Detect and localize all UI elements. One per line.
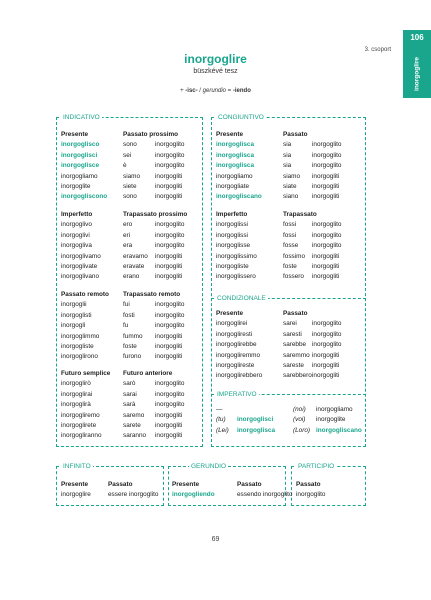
participle: inorgoglito	[312, 242, 342, 250]
condizionale-box	[211, 295, 366, 302]
tense-title: Imperfetto	[61, 211, 93, 218]
tab-number: 106	[410, 33, 424, 42]
verb-form: inorgoglirebbero	[216, 372, 263, 380]
tense-title: Presente	[61, 131, 88, 138]
tense-title: Trapassato remoto	[123, 291, 181, 298]
participle: inorgogliti	[312, 172, 340, 180]
imperativo-form: inorgogliamo	[316, 406, 353, 413]
imperativo-pronoun: (tu)	[216, 416, 226, 424]
verb-form: inorgoglivano	[61, 273, 100, 281]
auxiliary: sono	[123, 193, 137, 201]
tense-title: Passato	[283, 310, 308, 317]
auxiliary: è	[123, 162, 127, 170]
auxiliary: sei	[123, 151, 132, 159]
participle: inorgoglito	[312, 162, 342, 170]
verb-form: inorgoglissi	[216, 221, 248, 229]
participle: inorgoglito	[155, 322, 185, 330]
tense-title: Passato	[283, 131, 308, 138]
auxiliary: siete	[123, 182, 137, 190]
verb-form: inorgoglirebbe	[216, 341, 257, 349]
auxiliary: fossi	[283, 221, 297, 229]
verb-form: inorgogliscano	[216, 193, 262, 201]
verb-form: inorgoglivate	[61, 262, 98, 270]
auxiliary: saremmo	[283, 351, 310, 359]
participle: inorgogliti	[155, 411, 183, 419]
imperativo-form: inorgogliscano	[316, 426, 362, 434]
auxiliary: fossero	[283, 273, 304, 281]
verb-form: inorgogliva	[61, 242, 92, 250]
tense-title: Passato remoto	[61, 291, 109, 298]
verb-form: inorgogliremmo	[216, 351, 261, 359]
participle: inorgoglito	[155, 221, 185, 229]
infinito-passato: essere inorgoglito	[108, 491, 159, 499]
participle: inorgogliti	[312, 193, 340, 201]
verb-form: inorgoglirete	[61, 421, 97, 429]
tense-title: Trapassato	[283, 211, 317, 218]
auxiliary: foste	[123, 342, 137, 350]
auxiliary: eri	[123, 231, 131, 239]
conjugation-group: 3. csoport	[364, 47, 391, 53]
auxiliary: sarebbe	[283, 341, 307, 349]
tense-title: Futuro anteriore	[123, 370, 173, 377]
participle: inorgoglito	[155, 242, 185, 250]
verb-form: inorgoglisti	[61, 311, 92, 319]
auxiliary: fosti	[123, 311, 135, 319]
verb-form: inorgoglisca	[216, 162, 254, 170]
participle: inorgoglito	[312, 141, 342, 149]
participle: inorgoglito	[312, 231, 342, 239]
verb-form: inorgoglirei	[216, 320, 248, 328]
tense-title: Passato prossimo	[123, 131, 179, 138]
imperativo-pronoun: (Loro)	[293, 426, 311, 434]
verb-form: inorgoglirono	[61, 353, 98, 361]
verb-form: inorgoglimmo	[61, 332, 100, 340]
participle: inorgogliti	[155, 273, 183, 281]
verb-form: inorgoglissi	[216, 231, 248, 239]
verb-meaning: büszkévé tesz	[193, 68, 238, 75]
participle: inorgoglito	[155, 311, 185, 319]
participle: inorgoglito	[312, 341, 342, 349]
formula-gerundio: gerundio	[202, 88, 227, 94]
condizionale-title: CONDIZIONALE	[217, 295, 266, 302]
formula-prefix: +	[180, 88, 186, 94]
participle: inorgogliti	[312, 182, 340, 190]
participio-passato-title: Passato	[296, 481, 321, 488]
participle: inorgoglito	[155, 401, 185, 409]
infinito-presente-title: Presente	[61, 481, 88, 488]
participle: inorgogliti	[155, 421, 183, 429]
tense-title: Futuro semplice	[61, 370, 111, 377]
auxiliary: saremo	[123, 411, 145, 419]
auxiliary: fossi	[283, 231, 297, 239]
infinito-passato-title: Passato	[108, 481, 133, 488]
auxiliary: fosse	[283, 242, 299, 250]
verb-form: inorgogliate	[216, 182, 250, 190]
verb-form: inorgoglisca	[216, 141, 254, 149]
verb-form: inorgogliscono	[61, 193, 108, 201]
participle: inorgoglito	[155, 231, 185, 239]
infinito-title: INFINITO	[63, 463, 91, 470]
tense-title: Presente	[216, 131, 243, 138]
gerundio-title: GERUNDIO	[191, 463, 227, 470]
participle: inorgogliti	[155, 172, 183, 180]
verb-form: inorgogliresti	[216, 330, 253, 338]
auxiliary: eravate	[123, 262, 145, 270]
verb-form: inorgoglii	[61, 301, 87, 309]
auxiliary: sareste	[283, 361, 304, 369]
tense-title: Trapassato prossimo	[123, 211, 188, 218]
participle: inorgogliti	[312, 372, 340, 380]
imperativo-form: —	[216, 406, 223, 413]
participle: inorgoglito	[155, 390, 185, 398]
congiuntivo-title: CONGIUNTIVO	[218, 114, 264, 121]
verb-form: inorgoglivi	[61, 231, 90, 239]
imperativo-box	[211, 391, 366, 398]
participle: inorgoglito	[155, 141, 185, 149]
participle: inorgogliti	[155, 353, 183, 361]
verb-form: inorgoglì	[61, 322, 86, 330]
participle: inorgoglito	[155, 162, 185, 170]
tense-title: Presente	[216, 310, 243, 317]
auxiliary: saresti	[283, 330, 302, 338]
auxiliary: ero	[123, 221, 133, 229]
verb-form: inorgoglirò	[61, 380, 91, 388]
imperativo-title: IMPERATIVO	[217, 391, 257, 398]
auxiliary: fummo	[123, 332, 143, 340]
verb-form: inorgogliranno	[61, 432, 102, 440]
participle: inorgogliti	[312, 262, 340, 270]
gerundio-passato: essendo inorgoglito	[237, 491, 293, 499]
imperativo-pronoun: (noi)	[293, 406, 306, 413]
participle: inorgoglito	[155, 380, 185, 388]
auxiliary: sia	[283, 162, 292, 170]
participle: inorgoglito	[312, 151, 342, 159]
verb-form: inorgogliamo	[216, 172, 253, 180]
auxiliary: furono	[123, 353, 142, 361]
participle: inorgoglito	[312, 221, 342, 229]
formula-suffix: -isc-	[185, 88, 198, 94]
participle: inorgogliti	[155, 262, 183, 270]
participle: inorgogliti	[312, 351, 340, 359]
auxiliary: fu	[123, 322, 129, 330]
auxiliary: foste	[283, 262, 297, 270]
verb-form: inorgoglivamo	[61, 252, 101, 260]
auxiliary: era	[123, 242, 133, 250]
indicativo-title: INDICATIVO	[63, 114, 100, 121]
auxiliary: sarò	[123, 380, 136, 388]
imperativo-form: inorgoglite	[316, 416, 346, 424]
auxiliary: siamo	[123, 172, 141, 180]
auxiliary: saranno	[123, 432, 147, 440]
auxiliary: fui	[123, 301, 130, 309]
auxiliary: erano	[123, 273, 140, 281]
auxiliary: sono	[123, 141, 137, 149]
verb-form: inorgogliste	[216, 262, 249, 270]
formula	[0, 88, 431, 94]
imperativo-pronoun: (voi)	[293, 416, 306, 424]
imperativo-form: inorgoglisci	[237, 416, 274, 424]
verb-form: inorgoglisca	[216, 151, 254, 159]
verb-form: inorgogliremo	[61, 411, 100, 419]
verb-form: inorgoglissimo	[216, 252, 257, 260]
participle: inorgoglito	[155, 301, 185, 309]
participle: inorgogliti	[155, 332, 183, 340]
formula-ending: -iendo	[232, 88, 251, 94]
auxiliary: sarei	[283, 320, 297, 328]
verb-form: inorgoglirai	[61, 390, 93, 398]
participle: inorgogliti	[312, 273, 340, 281]
auxiliary: sarà	[123, 401, 136, 409]
imperativo-form: inorgoglisca	[237, 426, 275, 434]
participle: inorgoglito	[312, 330, 342, 338]
formula-eq: =	[226, 88, 233, 94]
participle: inorgoglito	[312, 320, 342, 328]
tab-verb: inorgoglire	[413, 57, 421, 91]
auxiliary: fossimo	[283, 252, 306, 260]
verb-form: inorgoglireste	[216, 361, 255, 369]
auxiliary: siano	[283, 193, 299, 201]
participle: inorgogliti	[155, 252, 183, 260]
auxiliary: sia	[283, 141, 292, 149]
participio-passato: inorgoglito	[296, 491, 326, 499]
verb-form: inorgoglissero	[216, 273, 256, 281]
auxiliary: sarai	[123, 390, 137, 398]
page-number: 69	[211, 536, 220, 543]
verb-form: inorgoglisce	[61, 162, 99, 170]
imperativo-pronoun: (Lei)	[216, 426, 229, 434]
verb-form: inorgoglisse	[216, 242, 251, 250]
verb-form: inorgoglisco	[61, 141, 100, 149]
tense-title: Imperfetto	[216, 211, 248, 218]
gerundio-presente: inorgogliendo	[172, 491, 215, 499]
auxiliary: sarete	[123, 421, 141, 429]
participle: inorgogliti	[155, 193, 183, 201]
auxiliary: sia	[283, 151, 292, 159]
participle: inorgogliti	[155, 342, 183, 350]
verb-form: inorgoglite	[61, 182, 91, 190]
participio-title: PARTICIPIO	[298, 463, 335, 470]
verb-form: inorgogliste	[61, 342, 94, 350]
verb-form: inorgoglisci	[61, 151, 98, 159]
auxiliary: siamo	[283, 172, 301, 180]
gerundio-presente-title: Presente	[172, 481, 199, 488]
infinito-presente: inorgoglire	[61, 491, 91, 499]
auxiliary: eravamo	[123, 252, 148, 260]
auxiliary: siate	[283, 182, 297, 190]
verb-form: inorgoglivo	[61, 221, 92, 229]
formula-sep: /	[197, 88, 203, 94]
participle: inorgogliti	[312, 361, 340, 369]
participle: inorgogliti	[155, 182, 183, 190]
participle: inorgogliti	[312, 252, 340, 260]
verb-form: inorgoglirà	[61, 401, 91, 409]
auxiliary: sarebbero	[283, 372, 312, 380]
verb-form: inorgogliamo	[61, 172, 98, 180]
participle: inorgogliti	[155, 432, 183, 440]
participle: inorgoglito	[155, 151, 185, 159]
verb-title: inorgoglire	[184, 52, 247, 66]
gerundio-passato-title: Passato	[237, 481, 262, 488]
